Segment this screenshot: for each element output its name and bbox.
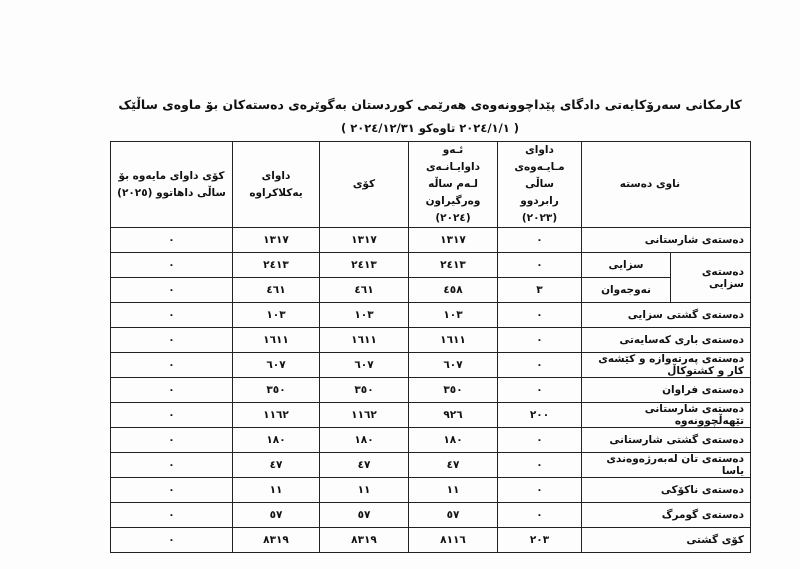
statistics-table <box>110 141 751 553</box>
table-row <box>111 353 751 378</box>
header-name: ناوی دەستە <box>582 142 751 228</box>
cell-total: ٨٣١٩ <box>320 528 409 553</box>
cell-decided: ٤٧ <box>233 453 320 478</box>
cell-decided: ١١٦٢ <box>233 403 320 428</box>
cell-decided: ٦٠٧ <box>233 353 320 378</box>
table-row <box>111 328 751 353</box>
cell-decided: ٢٤١٣ <box>233 253 320 278</box>
cell-new: ١٠٣ <box>409 303 498 328</box>
cell-carry: ٠ <box>111 503 233 528</box>
cell-decided: ٨٣١٩ <box>233 528 320 553</box>
cell-total: ١٦١١ <box>320 328 409 353</box>
cell-carry: ٠ <box>111 378 233 403</box>
row-name: دەستەی ناکۆکی <box>582 478 751 503</box>
cell-decided: ١٨٠ <box>233 428 320 453</box>
cell-carry: ٠ <box>111 328 233 353</box>
header-carry: کۆی داوای مایەوە بۆ ساڵی داهاتوو (٢٠٢٥) <box>111 142 233 228</box>
cell-total: ٤٧ <box>320 453 409 478</box>
cell-new: ٤٧ <box>409 453 498 478</box>
row-subname: نەوجەوان <box>582 278 671 303</box>
cell-new: ١١ <box>409 478 498 503</box>
cell-remaining: ٢٠٠ <box>498 403 582 428</box>
row-name: دەستەی تان لەبەرژەوەندی یاسا <box>582 453 751 478</box>
cell-total: ٥٧ <box>320 503 409 528</box>
cell-carry: ٠ <box>111 278 233 303</box>
cell-carry: ٠ <box>111 428 233 453</box>
table-row <box>111 303 751 328</box>
header-decided: داوای یەکلاکراوە <box>233 142 320 228</box>
table-row <box>111 453 751 478</box>
cell-remaining: ٠ <box>498 378 582 403</box>
cell-remaining: ٠ <box>498 328 582 353</box>
cell-remaining: ٠ <box>498 253 582 278</box>
cell-new: ١٣١٧ <box>409 228 498 253</box>
cell-remaining: ٢٠٣ <box>498 528 582 553</box>
cell-new: ٩٢٦ <box>409 403 498 428</box>
row-subname: سزایی <box>582 253 671 278</box>
cell-remaining: ٠ <box>498 303 582 328</box>
row-name: دەستەی گشتی سزایی <box>582 303 751 328</box>
page-title: کارمکانی سەرۆکایەتی دادگای پێداچوونەوەی هەرێمی کوردستان بەگوێرەی دەستەکان بۆ ماوەی ساڵێک <box>118 97 742 112</box>
cell-remaining: ٠ <box>498 353 582 378</box>
table-row <box>111 278 751 303</box>
cell-total: ٢٤١٣ <box>320 253 409 278</box>
header-total: کۆی <box>320 142 409 228</box>
date-range-subtitle: ( ٢٠٢٤/١/١ تاوەکو ٢٠٢٤/١٢/٣١ ) <box>340 121 520 135</box>
cell-total: ١٠٣ <box>320 303 409 328</box>
cell-remaining: ٠ <box>498 428 582 453</box>
cell-new: ٥٧ <box>409 503 498 528</box>
row-name: دەستەی باری کەسایەتی <box>582 328 751 353</box>
cell-new: ٦٠٧ <box>409 353 498 378</box>
cell-remaining: ٠ <box>498 228 582 253</box>
cell-carry: ٠ <box>111 303 233 328</box>
header-remaining: داوای مـایـەوەی ساڵی رابردوو (٢٠٢٣) <box>498 142 582 228</box>
cell-new: ١٨٠ <box>409 428 498 453</box>
cell-total: ٦٠٧ <box>320 353 409 378</box>
table-row <box>111 428 751 453</box>
cell-carry: ٠ <box>111 403 233 428</box>
table-row <box>111 478 751 503</box>
row-name: دەستەی گومرگ <box>582 503 751 528</box>
cell-remaining: ٣ <box>498 278 582 303</box>
row-name: دەستەی شارستانی تێهەڵچوونەوە <box>582 403 751 428</box>
cell-total: ١١٦٢ <box>320 403 409 428</box>
cell-new: ٨١١٦ <box>409 528 498 553</box>
cell-new: ٤٥٨ <box>409 278 498 303</box>
table-row <box>111 228 751 253</box>
cell-total: ٤٦١ <box>320 278 409 303</box>
cell-carry: ٠ <box>111 228 233 253</box>
cell-carry: ٠ <box>111 478 233 503</box>
cell-total: ١١ <box>320 478 409 503</box>
cell-carry: ٠ <box>111 528 233 553</box>
cell-new: ٣٥٠ <box>409 378 498 403</box>
header-row <box>111 142 751 228</box>
cell-decided: ١١ <box>233 478 320 503</box>
table-row <box>111 253 751 278</box>
row-name: دەستەی شارستانی <box>582 228 751 253</box>
cell-decided: ٥٧ <box>233 503 320 528</box>
cell-remaining: ٠ <box>498 503 582 528</box>
cell-carry: ٠ <box>111 353 233 378</box>
table-row <box>111 503 751 528</box>
row-name: دەستەی گشتی شارستانی <box>582 428 751 453</box>
cell-carry: ٠ <box>111 453 233 478</box>
cell-new: ٢٤١٣ <box>409 253 498 278</box>
total-row <box>111 528 751 553</box>
cell-total: ١٣١٧ <box>320 228 409 253</box>
table-row <box>111 403 751 428</box>
cell-decided: ١٦١١ <box>233 328 320 353</box>
cell-remaining: ٠ <box>498 453 582 478</box>
table-row <box>111 378 751 403</box>
cell-total: ١٨٠ <box>320 428 409 453</box>
cell-decided: ٤٦١ <box>233 278 320 303</box>
cell-new: ١٦١١ <box>409 328 498 353</box>
row-name: کۆی گشتی <box>582 528 751 553</box>
cell-carry: ٠ <box>111 253 233 278</box>
row-name: دەستەی پەرتەوازە و کێشەی کار و کشتوکاڵ <box>582 353 751 378</box>
cell-total: ٣٥٠ <box>320 378 409 403</box>
cell-decided: ١٣١٧ <box>233 228 320 253</box>
cell-remaining: ٠ <box>498 478 582 503</box>
row-name: دەستەی فراوان <box>582 378 751 403</box>
header-new: ئـەو داوایـانـەی لـەم ساڵە وەرگیراون (٢٠٢٤) <box>409 142 498 228</box>
cell-decided: ٣٥٠ <box>233 378 320 403</box>
cell-decided: ١٠٣ <box>233 303 320 328</box>
row-name: دەستەی سزایی <box>671 253 751 303</box>
